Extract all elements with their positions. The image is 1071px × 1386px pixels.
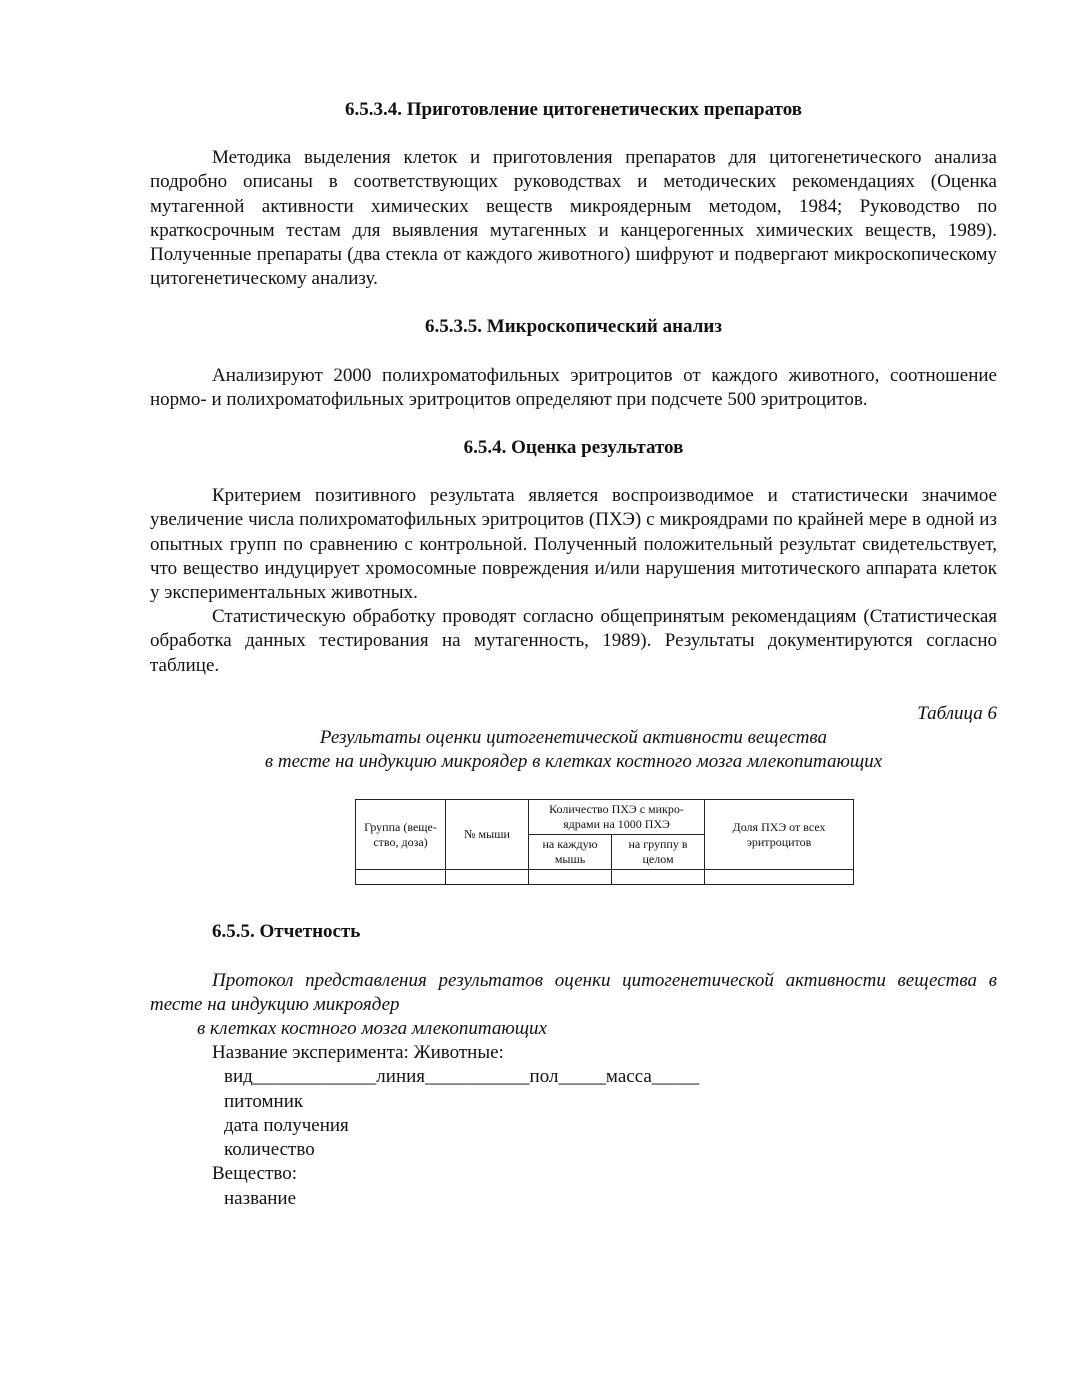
heading-6535: 6.5.3.5. Микроскопический анализ	[425, 316, 722, 338]
substance-label: Вещество:	[212, 1163, 297, 1185]
experiment-name-line: Название эксперимента: Животные:	[212, 1042, 504, 1064]
header-pce-count: Количество ПХЭ с микро-ядрами на 1000 ПХЭ	[529, 800, 705, 835]
table-header-row	[356, 800, 854, 835]
heading-6534: 6.5.3.4. Приготовление цитогенетических препаратов	[345, 99, 802, 120]
paragraph-6534: Методика выделения клеток и приготовления препаратов для цитогенетического анализа подробно описаны в соответствующих руководствах и методических рекомендациях (Оценка мутагенной активности химических веществ микроядерным методом, 1984; Руководство по краткосрочным тестам для выявления мутагенных и канцерогенных химических веществ, 1989). Полученные препараты (два стекла от каждого животного) шифруют и подвергают микроскопическому цитогенетическому анализу.	[150, 147, 997, 290]
results-table-wrapper	[355, 799, 853, 885]
table-caption-line2: в тесте на индукцию микроядер в клетках костного мозга млекопитающих	[264, 751, 883, 773]
header-group: Группа (веще-ство, доза)	[356, 800, 446, 870]
table-row	[356, 870, 854, 885]
paragraph-6535: Анализируют 2000 полихроматофильных эритроцитов от каждого животного, соотношение нормо- и полихроматофильных эритроцитов определяют при подсчете 500 эритроцитов.	[150, 364, 997, 410]
animal-fields-line: вид_____________линия___________пол_____масса_____	[224, 1066, 700, 1088]
table-cell	[356, 870, 446, 885]
header-per-group: на группу в целом	[612, 835, 705, 870]
document-page	[150, 98, 997, 1211]
nursery-line: питомник	[224, 1090, 304, 1112]
paragraph-654-statistics: Статистическую обработку проводят согласно общепринятым рекомендациям (Статистическая обработка данных тестирования на мутагенность, 1989). Результаты документируются согласно таблице.	[150, 606, 997, 676]
quantity-line: количество	[224, 1139, 315, 1161]
results-table	[355, 799, 854, 885]
receipt-date-line: дата получения	[224, 1114, 349, 1136]
table-label: Таблица 6	[917, 702, 997, 724]
table-caption-line1: Результаты оценки цитогенетической активности вещества	[319, 727, 828, 749]
header-per-mouse: на каждую мышь	[529, 835, 612, 870]
table-cell	[446, 870, 529, 885]
paragraph-654-criterion: Критерием позитивного результата является воспроизводимое и статистически значимое увеличение числа полихроматофильных эритроцитов (ПХЭ) с микроядрами по крайней мере в одной из опытных групп по сравнению с контрольной. Полученный положительный результат свидетельствует, что вещество индуцирует хромосомные повреждения и/или нарушения митотического аппарата клеток у экспериментальных животных.	[150, 485, 997, 604]
protocol-title: Протокол представления результатов оценки цитогенетической активности вещества в тесте на индукцию микроядер	[150, 969, 997, 1015]
table-cell	[705, 870, 854, 885]
protocol-subtitle: в клетках костного мозга млекопитающих	[197, 1018, 547, 1040]
substance-name-line: название	[224, 1187, 297, 1209]
table-cell	[529, 870, 612, 885]
table-cell	[612, 870, 705, 885]
heading-654: 6.5.4. Оценка результатов	[463, 437, 684, 459]
header-mouse-number: № мыши	[446, 800, 529, 870]
header-pce-share: Доля ПХЭ от всех эритроцитов	[705, 800, 854, 870]
heading-655: 6.5.5. Отчетность	[212, 921, 361, 943]
